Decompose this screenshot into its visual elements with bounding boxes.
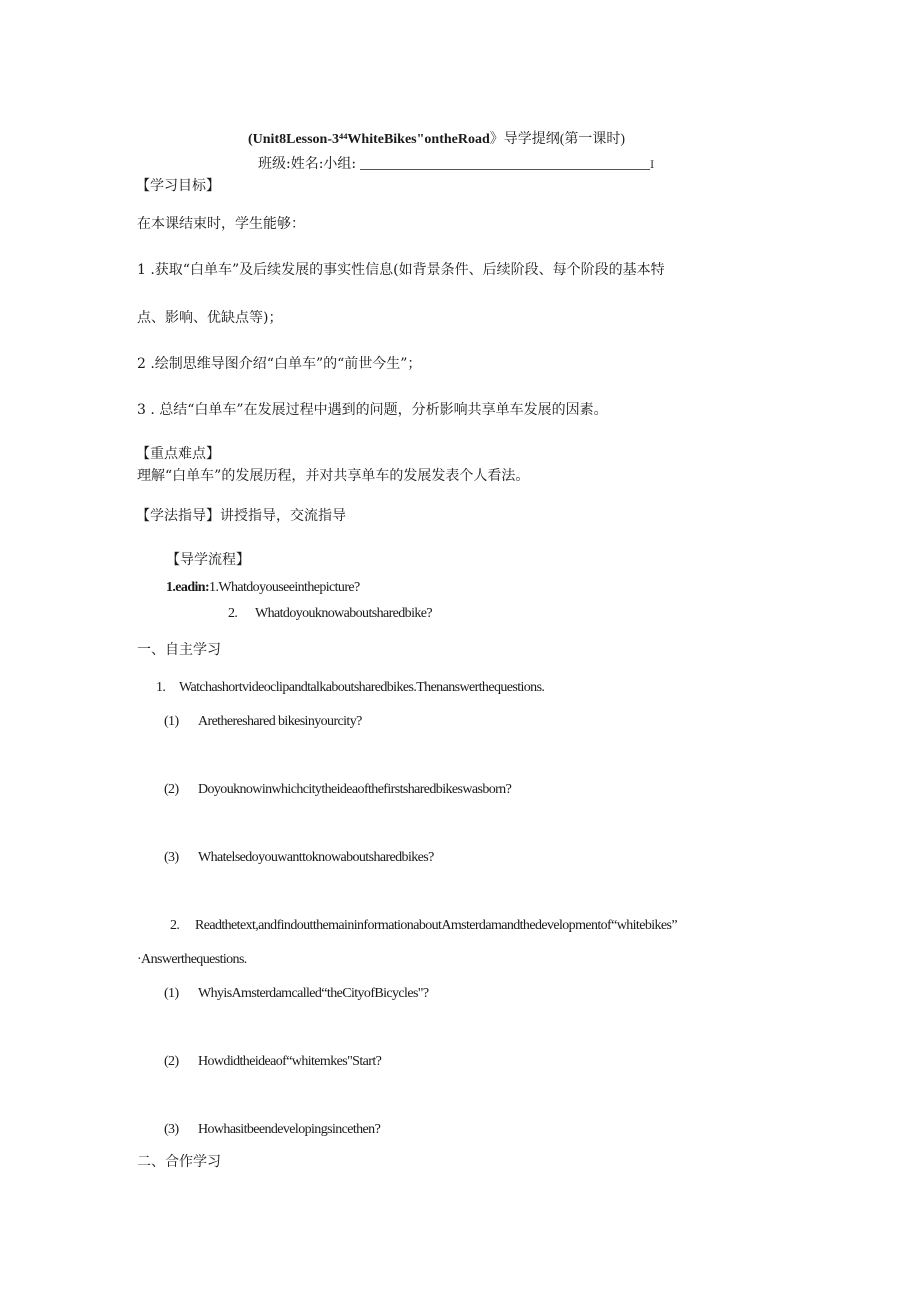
task-2 bbox=[170, 916, 677, 936]
task-2-number: 2. bbox=[170, 918, 180, 933]
task-1-question-1 bbox=[164, 712, 362, 732]
leadin-label: 1.eadin: bbox=[166, 580, 210, 595]
objective-item-2: 2 .绘制思维导图介绍“白单车”的“前世今生”； bbox=[137, 356, 422, 372]
task-1-question-3 bbox=[164, 848, 434, 868]
objective-item-1-continued: 点、影响、优缺点等)； bbox=[137, 310, 283, 326]
task-2-question-2 bbox=[164, 1052, 381, 1072]
leadin-q2-text: Whatdoyouknowaboutsharedbike? bbox=[255, 606, 432, 621]
title-english: (Unit8Lesson-3⁴⁴WhiteBikes"ontheRoad bbox=[248, 132, 490, 147]
objectives-heading: 【学习目标】 bbox=[136, 178, 220, 194]
process-heading: 【导学流程】 bbox=[166, 552, 250, 568]
leadin-q2-number: 2. bbox=[228, 606, 238, 621]
title-chinese: 》导学提纲(第一课时) bbox=[489, 132, 626, 147]
question-number: (1) bbox=[164, 986, 179, 1001]
question-number: (1) bbox=[164, 714, 179, 729]
objectives-intro: 在本课结束时，学生能够： bbox=[137, 216, 305, 232]
student-info-blank[interactable] bbox=[360, 159, 650, 170]
task-1-question-2 bbox=[164, 780, 511, 800]
leadin-question-1 bbox=[166, 578, 360, 598]
leadin-q1-text: 1.Whatdoyouseeinthepicture? bbox=[209, 580, 360, 595]
task-2-continued: ·Answerthequestions. bbox=[137, 952, 247, 967]
task-2-text: Readthetext,andfindoutthemaininformationaboutAmsterdamandthedevelopmentof“whitebikes” bbox=[195, 918, 678, 933]
question-number: (3) bbox=[164, 1122, 179, 1137]
objective-item-1: 1 .获取“白单车”及后续发展的事实性信息(如背景条件、后续阶段、每个阶段的基本特 bbox=[137, 262, 665, 278]
question-text: WhyisAmsterdamcalled“theCityofBicycles"? bbox=[198, 986, 429, 1001]
question-number: (3) bbox=[164, 850, 179, 865]
question-text: Howdidtheideaof“whitemkes"Start? bbox=[198, 1054, 382, 1069]
leadin-question-2 bbox=[228, 604, 432, 624]
key-points-text: 理解“白单车”的发展历程，并对共享单车的发展发表个人看法。 bbox=[137, 468, 530, 484]
method-guidance: 【学法指导】讲授指导，交流指导 bbox=[136, 508, 346, 524]
question-number: (2) bbox=[164, 1054, 179, 1069]
student-info-labels: 班级:姓名:小组: bbox=[258, 156, 357, 172]
task-2-question-3 bbox=[164, 1120, 380, 1140]
key-points-heading: 【重点难点】 bbox=[136, 446, 220, 462]
student-info-fields bbox=[258, 154, 654, 176]
self-study-heading: 一、自主学习 bbox=[137, 642, 221, 658]
document-title bbox=[248, 130, 625, 150]
task-1 bbox=[156, 678, 544, 698]
task-1-number: 1. bbox=[156, 680, 166, 695]
task-2-question-1 bbox=[164, 984, 429, 1004]
question-text: Doyouknowinwhichcitytheideaofthefirstsharedbikeswasborn? bbox=[198, 782, 512, 797]
cooperative-study-heading: 二、合作学习 bbox=[137, 1154, 221, 1170]
task-1-text: Watchashortvideoclipandtalkaboutsharedbikes.Thenanswerthequestions. bbox=[179, 680, 545, 695]
student-info-end-mark: I bbox=[650, 160, 655, 171]
question-number: (2) bbox=[164, 782, 179, 797]
question-text: Whatelsedoyouwanttoknowaboutsharedbikes? bbox=[198, 850, 434, 865]
objective-item-3: 3 . 总结“白单车”在发展过程中遇到的问题，分析影响共享单车发展的因素。 bbox=[137, 402, 608, 418]
question-text: Arethereshared bikesinyourcity? bbox=[198, 714, 362, 729]
question-text: Howhasitbeendevelopingsincethen? bbox=[198, 1122, 381, 1137]
